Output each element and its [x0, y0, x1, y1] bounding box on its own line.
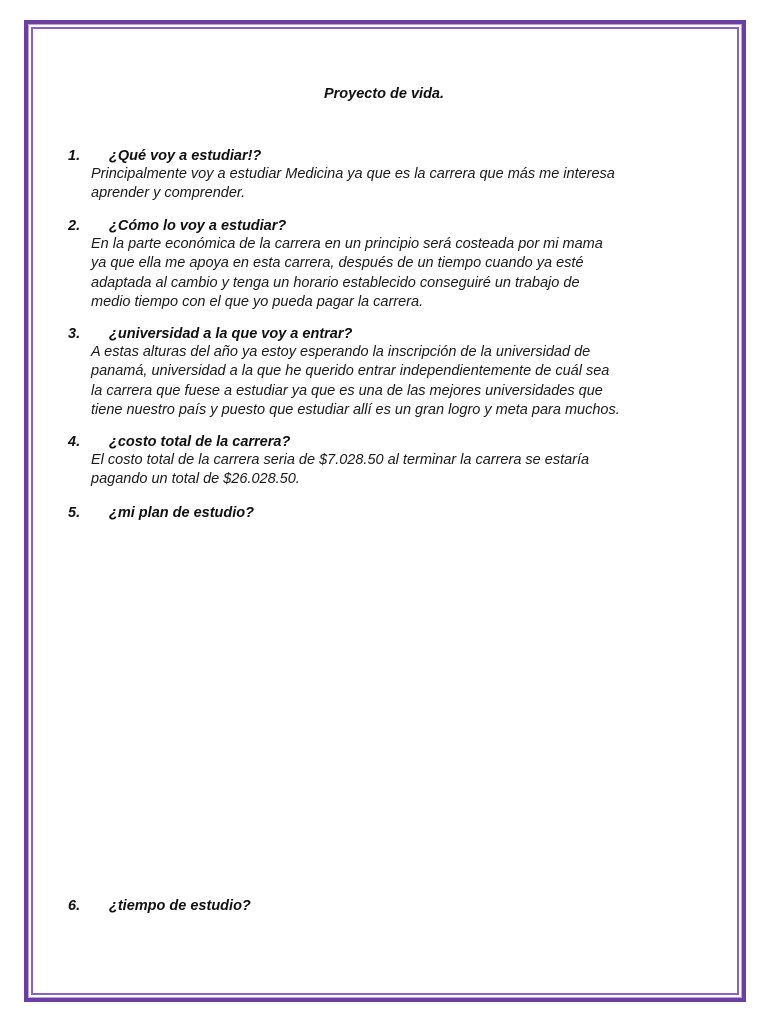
body-line: pagando un total de $26.028.50. — [91, 471, 300, 488]
section-6 — [68, 898, 668, 915]
section-title: ¿universidad a la que voy a entrar? — [109, 326, 353, 342]
body-line: El costo total de la carrera seria de $7.028.50 al terminar la carrera se estaría — [91, 452, 590, 468]
section-title: ¿tiempo de estudio? — [109, 898, 251, 914]
body-line: aprender y comprender. — [91, 185, 246, 202]
body-line: adaptada al cambio y tenga un horario establecido conseguiré un trabajo de — [91, 274, 580, 291]
section-title: ¿costo total de la carrera? — [109, 434, 291, 450]
section-heading — [68, 434, 668, 451]
section-number: 6. — [68, 898, 81, 914]
section-body — [91, 343, 668, 421]
section-5 — [68, 505, 668, 522]
section-number: 1. — [68, 148, 81, 164]
body-line: la carrera que fuese a estudiar ya que es una de las mejores universidades que — [91, 382, 603, 399]
section-title: ¿mi plan de estudio? — [109, 505, 255, 521]
body-line: En la parte económica de la carrera en un principio será costeada por mi mama — [91, 236, 603, 252]
body-line: tiene nuestro país y puesto que estudiar allí es un gran logro y meta para muchos. — [91, 402, 620, 419]
section-body — [91, 235, 668, 313]
section-4 — [68, 434, 668, 490]
section-number: 2. — [68, 218, 81, 234]
body-line: A estas alturas del año ya estoy esperando la inscripción de la universidad de — [91, 344, 591, 360]
body-line: medio tiempo con el que yo pueda pagar la carrera. — [91, 294, 424, 311]
body-line: panamá, universidad a la que he querido entrar independientemente de cuál sea — [91, 363, 610, 380]
section-3 — [68, 326, 668, 421]
section-heading — [68, 218, 668, 235]
section-body — [91, 165, 668, 204]
section-heading — [68, 505, 668, 522]
section-heading — [68, 326, 668, 343]
section-heading — [68, 898, 668, 915]
body-line: Principalmente voy a estudiar Medicina ya que es la carrera que más me interesa — [91, 166, 615, 182]
document-title: Proyecto de vida. — [323, 86, 445, 102]
section-title: ¿Qué voy a estudiar!? — [109, 148, 262, 164]
section-1 — [68, 148, 668, 204]
section-number: 3. — [68, 326, 81, 342]
section-body — [91, 451, 668, 490]
section-title: ¿Cómo lo voy a estudiar? — [109, 218, 287, 234]
section-heading — [68, 148, 668, 165]
body-line: ya que ella me apoya en esta carrera, después de un tiempo cuando ya esté — [91, 255, 584, 272]
section-2 — [68, 218, 668, 313]
section-number: 4. — [68, 434, 81, 450]
section-number: 5. — [68, 505, 81, 521]
